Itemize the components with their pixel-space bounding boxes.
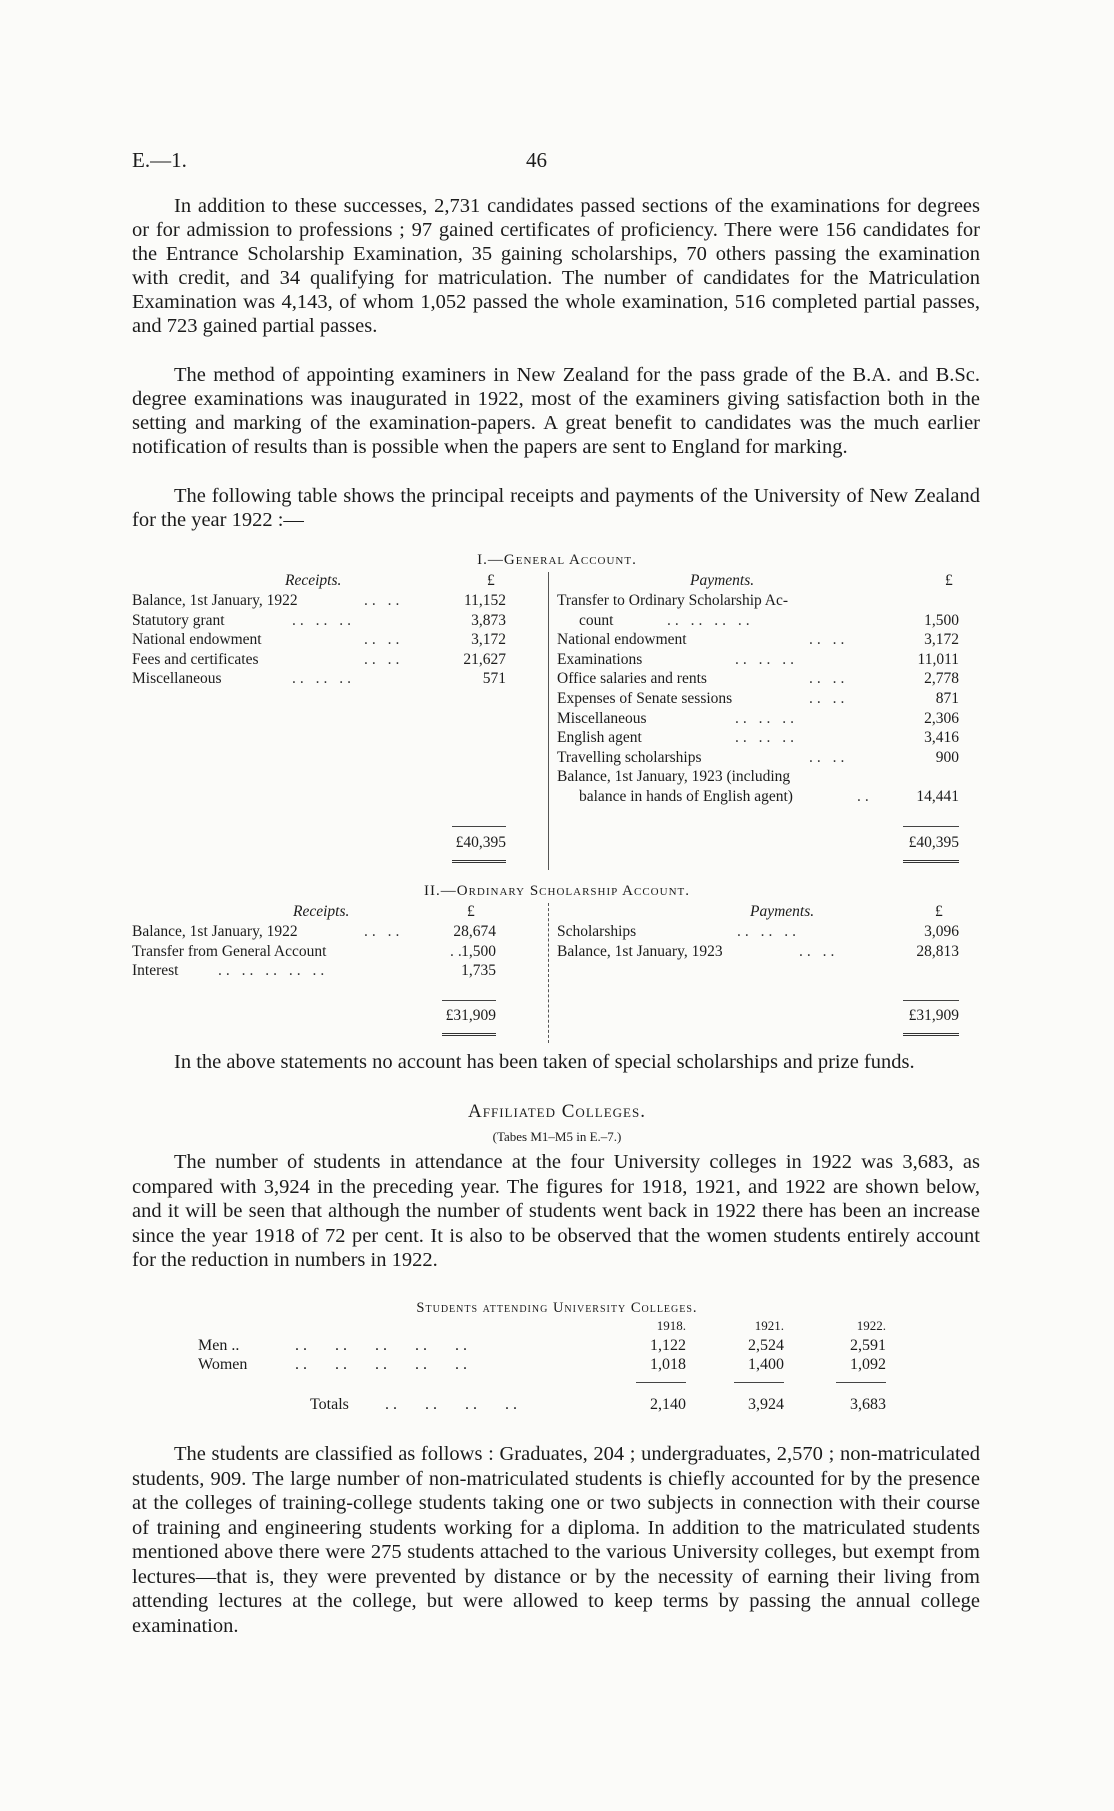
scholarship-payments-heading: Payments.: [750, 903, 815, 920]
general-receipts-heading: Receipts.: [285, 572, 342, 589]
general-receipts-sum-rule: [452, 826, 506, 827]
paragraph-table-intro: The following table shows the principal receipts and payments of the University of New Zealand for the year 1922 :—: [132, 485, 980, 531]
table-cell: 2,591: [850, 1337, 886, 1354]
general-receipts-double-rule: [452, 860, 506, 863]
scholarship-payments-sum-rule: [903, 1000, 959, 1001]
general-receipts-list: [132, 591, 506, 689]
scholarship-payments-list: [557, 922, 959, 961]
list-item: Balance, 1st January, 1923 .. .. 28,813: [557, 942, 959, 960]
leader-dots: .. .. .. ..: [385, 1396, 521, 1413]
list-item: Fees and certificates .. .. 21,627: [132, 650, 506, 668]
general-payments-double-rule: [903, 860, 959, 863]
list-item: Scholarships .. .. .. 3,096: [557, 923, 959, 940]
table-cell: 3,924: [748, 1396, 784, 1413]
general-payments-sum-rule: [903, 826, 959, 827]
list-item: Transfer from General Account .. 1,500: [132, 942, 496, 960]
paragraph-successes: In addition to these successes, 2,731 candidates passed sections of the examinations for degrees or for admission to professions ; 97 gained certificates of proficiency. There were 156 candidates for the Entrance Scholarship Examination, 35 gaining scholarships, 70 others passing the examination with credit, and 34 qualifying for matriculation. The number of candidates for the Matriculation Examination was 4,143, of whom 1,052 passed the whole examination, 516 completed partial passes, and 723 gained partial passes.: [132, 195, 980, 337]
leader-dots: .. .. .. .. ..: [295, 1337, 471, 1354]
scholarship-receipts-double-rule: [442, 1033, 496, 1036]
list-item: Transfer to Ordinary Scholarship Ac-: [557, 592, 789, 609]
totals-rule-1922: [836, 1382, 886, 1383]
list-item: Balance, 1st January, 1922 .. .. 28,674: [132, 923, 496, 940]
column-header-1922: 1922.: [856, 1318, 886, 1333]
column-header-1918: 1918.: [656, 1318, 686, 1333]
affiliated-colleges-heading: Affiliated Colleges.: [468, 1101, 646, 1122]
list-item: Statutory grant .. .. .. 3,873: [132, 611, 506, 629]
scholarship-payments-currency: £: [935, 903, 943, 920]
scholarship-receipts-heading: Receipts.: [293, 903, 350, 920]
general-payments-heading: Payments.: [690, 572, 755, 589]
page-number: 46: [526, 148, 547, 172]
paragraph-attendance: The number of students in attendance at the four University colleges in 1922 was 3,683, as compared with 3,924 in the preceding year. The figures for 1918, 1921, and 1922 are shown below, and it will be seen that although the number of students went back in 1922 there has been an increase since the year 1918 of 72 per cent. It is also to be observed that the women students entirely account for the reduction in numbers in 1922.: [132, 1151, 980, 1271]
general-payments-currency: £: [945, 572, 953, 589]
list-item: Balance, 1st January, 1922 .. .. 11,152: [132, 592, 506, 609]
scholarship-account-divider: [548, 903, 549, 1043]
row-label-men: Men ..: [198, 1337, 240, 1354]
table-cell: 2,140: [650, 1396, 686, 1413]
list-item: Examinations .. .. .. 11,011: [557, 650, 959, 668]
row-label-women: Women: [198, 1356, 248, 1373]
table-cell: 1,018: [650, 1356, 686, 1373]
list-item: Interest .. .. .. .. .. 1,735: [132, 962, 496, 980]
table-cell: 2,524: [748, 1337, 784, 1354]
paragraph-examiners: The method of appointing examiners in New Zealand for the pass grade of the B.A. and B.Sc. degree examinations was inaugurated in 1922, most of the examiners giving satisfaction both in the setting and marking of the examination-papers. A great benefit to candidates was the much earlier notification of results than is possible when the papers are sent to England for marking.: [132, 364, 980, 458]
students-table-title: Students attending University Colleges.: [416, 1300, 698, 1316]
list-item: National endowment .. .. 3,172: [132, 631, 506, 649]
totals-rule-1921: [734, 1382, 784, 1383]
paragraph-classification: The students are classified as follows : Graduates, 204 ; undergraduates, 2,570 ; non-matriculated students, 909. The large number of non-matriculated students is chiefly accounted for by the presence at the colleges of training-college students taking one or two subjects in connection with their course of training and engineering students working for a diploma. In addition to the matriculated students mentioned above there were 275 students attached to the various University colleges, but exempt from lectures—that is, they were prevented by distance or by the necessity of earning their living from attending lectures at the college, but were allowed to keep terms by passing the annual college examination.: [132, 1443, 980, 1637]
general-account-divider: [548, 572, 549, 870]
totals-label: Totals: [310, 1396, 349, 1413]
general-account-title: I.—General Account.: [477, 552, 637, 568]
column-header-1921: 1921.: [754, 1318, 784, 1333]
table-cell: 1,122: [650, 1337, 686, 1354]
paragraph-statement-note: In the above statements no account has been taken of special scholarships and prize funds.: [174, 1051, 915, 1073]
scholarship-receipts-total: £31,909: [445, 1007, 496, 1024]
table-cell: 1,092: [850, 1356, 886, 1373]
students-table: [0, 1318, 1114, 1428]
list-item: balance in hands of English agent) .. 14,441: [579, 787, 959, 805]
document-reference: E.—1.: [132, 148, 187, 172]
totals-rule-1918: [636, 1382, 686, 1383]
scholarship-receipts-sum-rule: [442, 1000, 496, 1001]
table-cell: 3,683: [850, 1396, 886, 1413]
list-item: Miscellaneous .. .. .. 2,306: [557, 709, 959, 727]
scholarship-payments-total: £31,909: [908, 1007, 959, 1024]
table-cell: 1,400: [748, 1356, 784, 1373]
list-item: Travelling scholarships .. .. 900: [557, 748, 959, 766]
leader-dots: .. .. .. .. ..: [295, 1356, 471, 1373]
affiliated-colleges-subheading: (Tabes M1–M5 in E.–7.): [492, 1129, 622, 1144]
scholarship-payments-double-rule: [903, 1033, 959, 1036]
scholarship-account-title: II.—Ordinary Scholarship Account.: [424, 883, 690, 899]
general-payments-list: [557, 591, 959, 807]
general-receipts-total: £40,395: [455, 834, 506, 851]
general-payments-total: £40,395: [908, 834, 959, 851]
general-receipts-currency: £: [487, 572, 495, 589]
list-item: Office salaries and rents .. .. 2,778: [557, 670, 959, 688]
scholarship-receipts-list: [132, 922, 496, 981]
list-item: Expenses of Senate sessions .. .. 871: [557, 689, 959, 707]
list-item: Balance, 1st January, 1923 (including: [557, 768, 791, 786]
list-item: National endowment .. .. 3,172: [557, 631, 959, 649]
list-item: count .. .. .. .. 1,500: [579, 611, 959, 629]
list-item: Miscellaneous .. .. .. 571: [132, 670, 506, 688]
scholarship-receipts-currency: £: [467, 903, 475, 920]
list-item: English agent .. .. .. 3,416: [557, 729, 959, 747]
